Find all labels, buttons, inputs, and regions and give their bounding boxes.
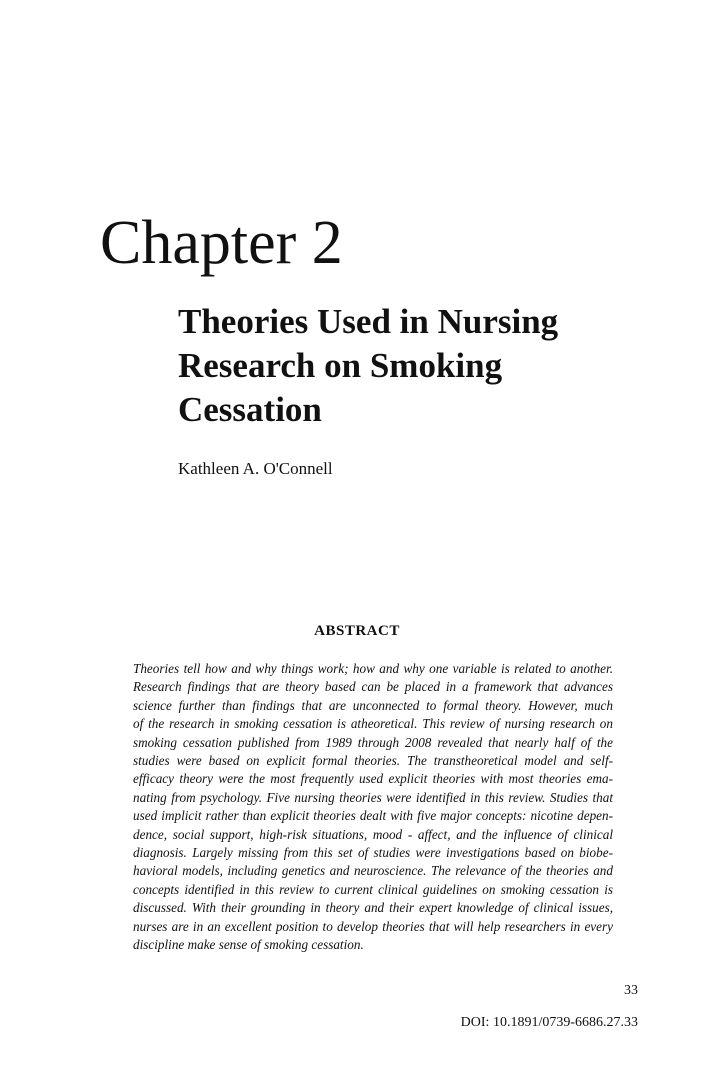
abstract-line: discussed. With their grounding in theory and their expert knowledge of clinical issues, [133,900,613,916]
chapter-title-line: Cessation [178,390,322,429]
abstract-line: discipline make sense of smoking cessation. [133,937,364,953]
abstract-line: nating from psychology. Five nursing theories were identified in this review. Studies that [133,789,613,805]
abstract-line: science further than findings that are unconnected to formal theory. However, much [133,697,613,713]
abstract-line: studies were based on explicit formal theories. The transtheoretical model and self- [133,753,613,769]
abstract-line: Research findings that are theory based can be placed in a framework that advances [133,679,613,695]
abstract-line: nurses are in an excellent position to develop theories that will help researchers in every [133,918,613,934]
abstract-line: smoking cessation published from 1989 through 2008 revealed that nearly half of the [133,734,613,750]
abstract-line: of the research in smoking cessation is atheoretical. This review of nursing research on [133,716,613,732]
abstract-line: Theories tell how and why things work; how and why one variable is related to another. [133,661,613,676]
abstract-line: diagnosis. Largely missing from this set of studies were investigations based on biobe- [133,845,613,861]
abstract-body [133,660,613,955]
chapter-title-line: Research on Smoking [178,346,503,385]
chapter-title-line: Theories Used in Nursing [178,302,559,341]
chapter-label: Chapter 2 [100,209,343,277]
abstract-line: dence, social support, high-risk situations, mood - affect, and the influence of clinical [133,826,613,842]
abstract-heading: ABSTRACT [314,623,400,639]
abstract-line: efficacy theory were the most frequently used explicit theories with most theories ema- [133,771,613,787]
abstract-line: havioral models, including genetics and neuroscience. The relevance of the theories and [133,863,613,879]
doi-link[interactable]: DOI: 10.1891/0739-6686.27.33 [460,1015,638,1030]
abstract-line: concepts identified in this review to current clinical guidelines on smoking cessation is [133,881,613,897]
author-name: Kathleen A. O'Connell [178,459,333,478]
abstract-line: used implicit rather than explicit theories dealt with five major concepts: nicotine depen- [133,808,613,824]
chapter-title [178,300,678,432]
page-number: 33 [624,983,638,998]
